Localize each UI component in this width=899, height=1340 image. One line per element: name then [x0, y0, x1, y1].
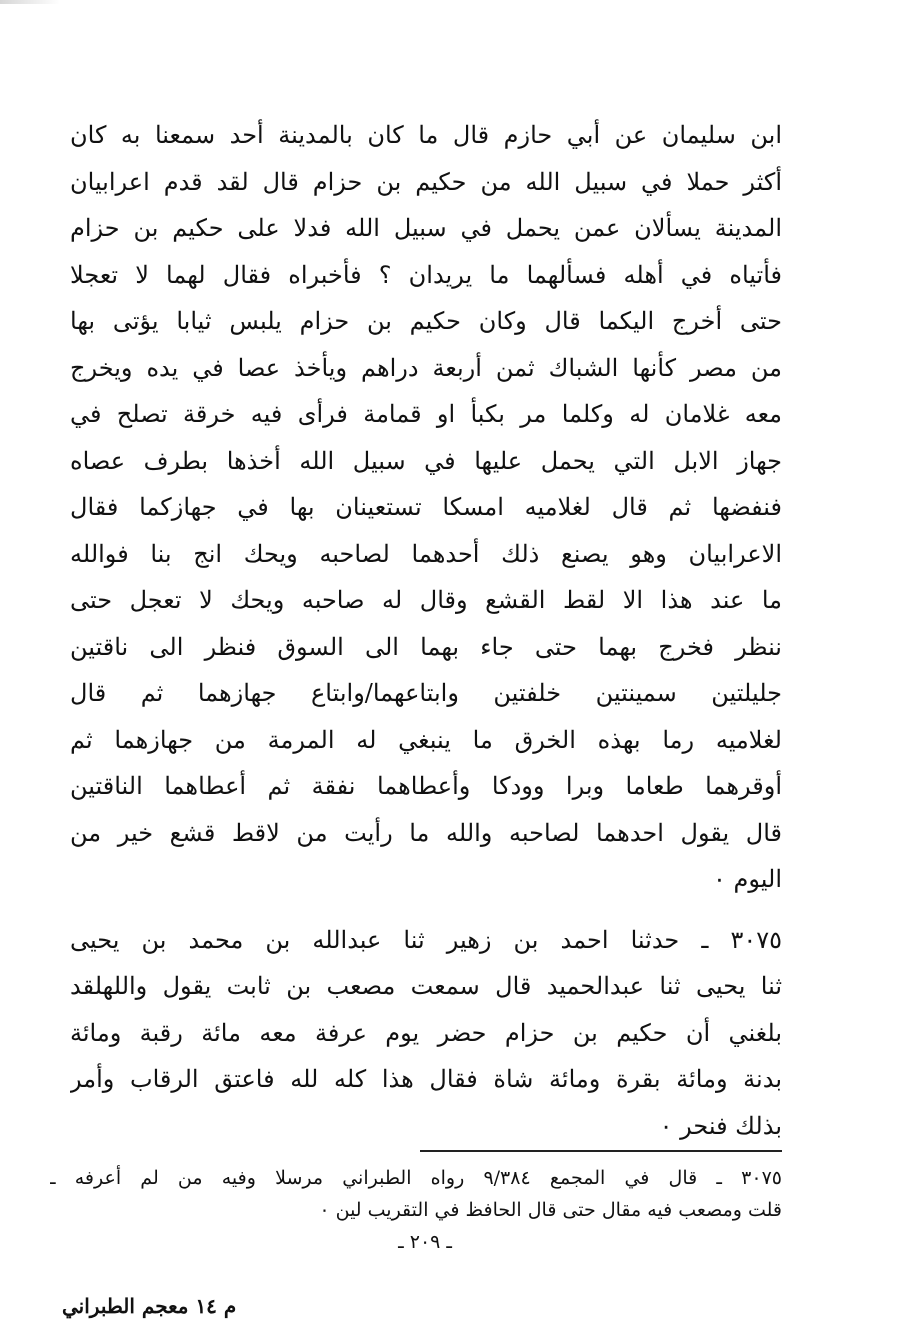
paragraph-gap [70, 903, 782, 917]
text-line: أوقرهما طعاما وبرا وودكا وأعطاهما نفقة ثم أعطاهما الناقتين [70, 772, 782, 800]
scan-artifact [0, 0, 60, 4]
footnote-line: ٣٠٧٥ ـ قال في المجمع ٩/٣٨٤ رواه الطبراني مرسلا وفيه من لم أعرفه ـ [50, 1167, 782, 1189]
text-line: من مصر كأنها الشباك ثمن أربعة دراهم ويأخذ عصا في يده ويخرج [70, 353, 782, 382]
text-line: ننظر فخرج بهما حتى جاء بهما الى السوق فنظر الى ناقتين [70, 632, 782, 661]
text-line: قال يقول احدهما لصاحبه والله ما رأيت من لاقط قشع خير من [70, 818, 782, 847]
footnote-line: قلت ومصعب فيه مقال حتى قال الحافظ في التقريب لين ٠ [319, 1199, 782, 1221]
text-line: بلغني أن حكيم بن حزام حضر يوم عرفة معه مائة رقبة ومائة [70, 1018, 782, 1047]
text-line: جهاز الابل التي يحمل عليها في سبيل الله أخذها بطرف عصاه [70, 446, 782, 475]
text-line: ثنا يحيى ثنا عبدالحميد قال سمعت مصعب بن ثابت يقول واللهلقد [70, 972, 782, 1000]
text-line: فأتياه في أهله فسألهما ما يريدان ؟ فأخبراه فقال لهما لا تعجلا [70, 260, 782, 289]
text-line: ٣٠٧٥ ـ حدثنا احمد بن زهير ثنا عبدالله بن محمد بن يحيى [70, 925, 782, 954]
footnote-divider [420, 1150, 782, 1152]
footnote [50, 1162, 782, 1258]
text-line: لغلاميه رما بهذه الخرق ما ينبغي له المرمة من جهازهما ثم [70, 725, 782, 754]
text-line: فنفضها ثم قال لغلاميه امسكا تستعينان بها في جهازكما فقال [70, 493, 782, 521]
text-line: معه غلامان له وكلما مر بكبأ او قمامة فرأى فيه خرقة تصلح في [70, 400, 782, 428]
text-line: اليوم ٠ [713, 865, 782, 893]
text-line: المدينة يسألان عمن يحمل في سبيل الله فدلا على حكيم بن حزام [70, 214, 782, 242]
text-line: حتى أخرج اليكما قال وكان حكيم بن حزام يلبس ثيابا يؤتى بها [70, 307, 782, 335]
main-text [70, 112, 782, 1149]
text-line: أكثر حملا في سبيل الله من حكيم بن حزام قال لقد قدم اعرابيان [70, 167, 782, 196]
printer-signature: م ١٤ معجم الطبراني [62, 1294, 237, 1318]
text-line: بذلك فنحر ٠ [659, 1111, 782, 1140]
page-number: ـ ٢٠٩ ـ [398, 1231, 452, 1253]
text-line: الاعرابيان وهو يصنع ذلك أحدهما لصاحبه ويحك انج بنا فوالله [70, 539, 782, 568]
text-line: ابن سليمان عن أبي حازم قال ما كان بالمدينة أحد سمعنا به كان [70, 121, 782, 149]
text-line: جليلتين سمينتين خلفتين وابتاعهما/وابتاع جهازهما ثم قال [70, 679, 782, 707]
text-line: بدنة ومائة بقرة ومائة شاة فقال هذا كله لله فاعتق الرقاب وأمر [70, 1065, 782, 1093]
text-line: ما عند هذا الا لقط القشع وقال له صاحبه ويحك لا تعجل حتى [70, 586, 782, 614]
